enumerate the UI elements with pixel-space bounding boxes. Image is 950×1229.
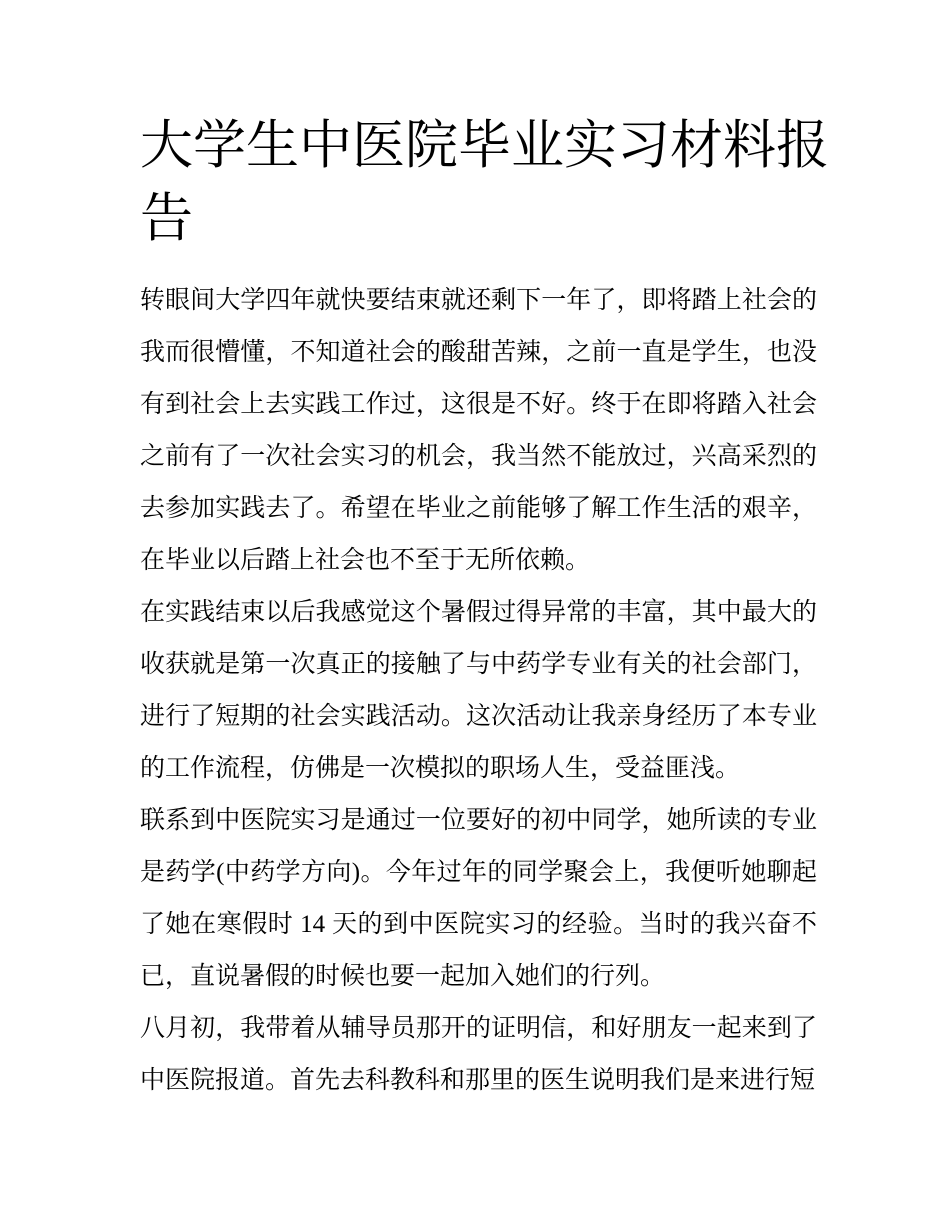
- text-line: 去参加实践去了。希望在毕业之前能够了解工作生活的艰辛，: [140, 495, 817, 522]
- text-line: 的工作流程，仿佛是一次模拟的职场人生，受益匪浅。: [140, 755, 741, 782]
- text-line: 八月初，我带着从辅导员那开的证明信，和好朋友一起来到了: [140, 1015, 817, 1042]
- text-line: 联系到中医院实习是通过一位要好的初中同学，她所读的专业: [140, 807, 817, 834]
- paragraph-4: [140, 1003, 817, 1107]
- text-line: 在实践结束以后我感觉这个暑假过得异常的丰富，其中最大的: [140, 599, 817, 626]
- document-title: [140, 110, 829, 256]
- paragraph-1: [140, 275, 817, 587]
- text-line: 之前有了一次社会实习的机会，我当然不能放过，兴高采烈的: [140, 443, 817, 470]
- paragraph-2: [140, 587, 817, 795]
- text-line: 是药学(中药学方向)。今年过年的同学聚会上，我便听她聊起: [140, 859, 817, 886]
- title-line: 大学生中医院毕业实习材料报: [140, 117, 829, 175]
- text-line: 在毕业以后踏上社会也不至于无所依赖。: [140, 547, 591, 574]
- text-line: 中医院报道。首先去科教科和那里的医生说明我们是来进行短: [140, 1067, 816, 1094]
- paragraph-3: [140, 795, 817, 1003]
- text-line: 了她在寒假时 14 天的到中医院实习的经验。当时的我兴奋不: [140, 911, 817, 938]
- text-line: 转眼间大学四年就快要结束就还剩下一年了，即将踏上社会的: [140, 287, 817, 314]
- text-line: 收获就是第一次真正的接触了与中药学专业有关的社会部门，: [140, 651, 817, 678]
- title-line: 告: [140, 190, 193, 248]
- text-line: 进行了短期的社会实践活动。这次活动让我亲身经历了本专业: [140, 703, 817, 730]
- text-line: 我而很懵懂，不知道社会的酸甜苦辣，之前一直是学生，也没: [140, 339, 817, 366]
- text-line: 已，直说暑假的时候也要一起加入她们的行列。: [140, 963, 666, 990]
- document-body: [140, 275, 817, 1107]
- text-line: 有到社会上去实践工作过，这很是不好。终于在即将踏入社会: [140, 391, 817, 418]
